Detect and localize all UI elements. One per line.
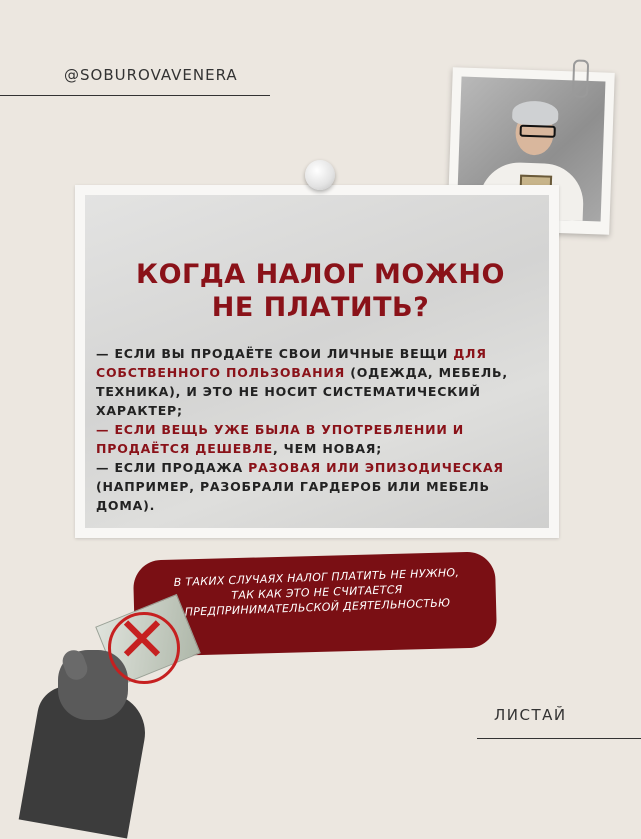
bullet3-prefix: — ЕСЛИ ПРОДАЖА [96, 460, 249, 475]
bullet3-suffix: (НАПРИМЕР, РАЗОБРАЛИ ГАРДЕРОБ ИЛИ МЕБЕЛЬ ДОМА). [96, 479, 490, 513]
bullet3-highlight: РАЗОВАЯ ИЛИ ЭПИЗОДИЧЕСКАЯ [248, 460, 504, 475]
card-body [96, 344, 541, 515]
footer-divider [477, 738, 641, 739]
next-slide-label[interactable]: ЛИСТАЙ [494, 706, 567, 724]
bullet1-suffix: (ОДЕЖДА, МЕБЕЛЬ, ТЕХНИКА), И ЭТО НЕ НОСИТ СИСТЕМАТИЧЕСКИЙ ХАРАКТЕР; [96, 365, 508, 418]
bullet-personal-use [96, 344, 541, 420]
person-glasses [519, 125, 555, 138]
card-title [0, 258, 641, 324]
author-handle[interactable]: @SOBUROVAVENERA [64, 66, 238, 84]
bullet-used-item [96, 420, 541, 458]
bullet1-highlight: ДЛЯ СОБСТВЕННОГО ПОЛЬЗОВАНИЯ [96, 346, 487, 380]
bullet2-highlight: — ЕСЛИ ВЕЩЬ УЖЕ БЫЛА В УПОТРЕБЛЕНИИ И ПРОДАЁТСЯ ДЕШЕВЛЕ [96, 422, 465, 456]
bullet-one-time-sale [96, 458, 541, 515]
card-title-line1: КОГДА НАЛОГ МОЖНО [136, 259, 505, 290]
bullet1-prefix: — ЕСЛИ ВЫ ПРОДАЁТЕ СВОИ ЛИЧНЫЕ ВЕЩИ [96, 346, 454, 361]
conclusion-text: В ТАКИХ СЛУЧАЯХ НАЛОГ ПЛАТИТЬ НЕ НУЖНО, ТАК КАК ЭТО НЕ СЧИТАЕТСЯ ПРЕДПРИНИМАТЕЛЬСКОЙ ДЕЯТЕЛЬНОСТЬЮ [173, 566, 460, 619]
person-hair [512, 100, 559, 126]
bullet2-suffix: , ЧЕМ НОВАЯ; [272, 441, 383, 456]
pushpin-icon [305, 160, 335, 190]
card-title-line2: НЕ ПЛАТИТЬ? [211, 292, 430, 323]
cross-icon: ✕ [116, 603, 168, 676]
paperclip-icon [572, 59, 589, 98]
header-divider [0, 95, 270, 96]
